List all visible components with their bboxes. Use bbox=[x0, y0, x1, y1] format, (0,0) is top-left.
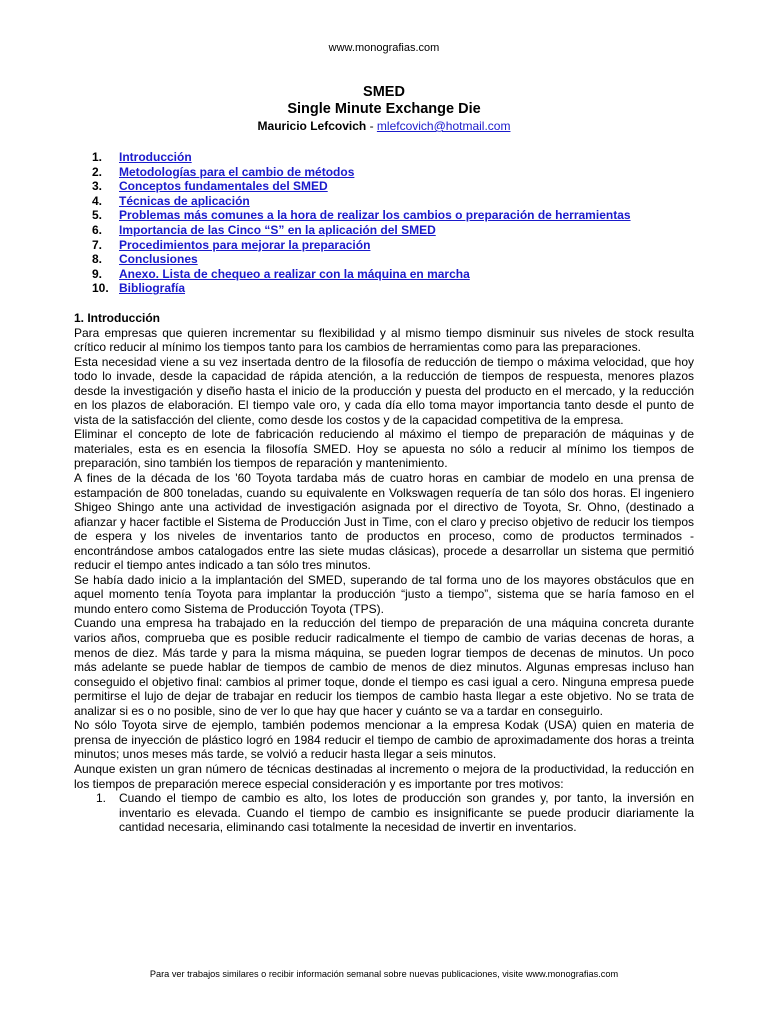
paragraph: A fines de la década de los '60 Toyota tardaba más de cuatro horas en cambiar de modelo en una prensa de estampación de 800 toneladas, cuando su equivalente en Volkswagen requería de tan sólo dos horas. El ingeniero Shigeo Shingo ante una actividad de investigación asignada por el directivo de Toyota, Sr. Ohno, (destinado a afianzar y hacer factible el Sistema de Producción Just in Time, con el claro y preciso objetivo de reducir los tiempos de espera y los niveles de inventarios tanto de productos en proceso, como de productos terminados -encontrándose ambos catalogados entre las siete mudas clásicas), procede a desarrollar un sistema que permitió reducir el tiempo antes indicado a tan sólo tres minutos. bbox=[74, 471, 694, 573]
paragraph: Esta necesidad viene a su vez insertada dentro de la filosofía de reducción de tiempo o máxima velocidad, que hoy todo lo invade, desde la capacidad de rápida atención, a la reducción de tiempos de respuesta, menores plazos desde la investigación y diseño hasta el inicio de la producción y puesta del producto en el mercado, y la reducción en los plazos de elaboración. El tiempo vale oro, y cada día ello toma mayor importancia tanto desde el punto de vista de la satisfacción del cliente, como desde los costos y de la capacidad competitiva de la empresa. bbox=[74, 354, 694, 427]
toc-item-number: 6. bbox=[92, 222, 103, 237]
toc-item-introduccion bbox=[92, 150, 631, 165]
paragraph: Cuando una empresa ha trabajado en la reducción del tiempo de preparación de una máquina concreta durante varios años, comprueba que es posible reducir radicalmente el tiempo de cambio de varias decenas de horas, a menos de diez. Más tarde y para la misma máquina, se pueden lograr tiempos de decenas de minutos. Un poco más adelante se puede hablar de tiempos de cambio de menos de diez minutos. Algunas empresas incluso han conseguido el objetivo final: cambios al primer toque, donde el tiempo es casi igual a cero. Ninguna empresa puede permitirse el lujo de dejar de trabajar en reducir los tiempos de cambio hasta llegar a este objetivo. No se trata de analizar si es o no posible, sino de ver lo que hay que hacer y cuánto se va a tardar en conseguirlo. bbox=[74, 616, 694, 718]
motives-list bbox=[74, 791, 694, 835]
toc-link[interactable]: Introducción bbox=[119, 150, 192, 164]
toc-link[interactable]: Metodologías para el cambio de métodos bbox=[119, 164, 355, 179]
section-heading: 1. Introducción bbox=[74, 311, 161, 325]
toc-item-number: 4. bbox=[92, 193, 103, 208]
section-introduccion bbox=[74, 311, 694, 835]
author-name: Mauricio Lefcovich bbox=[257, 119, 367, 133]
toc-link[interactable]: Técnicas de aplicación bbox=[119, 193, 250, 208]
toc-item-conclusiones bbox=[92, 252, 631, 267]
toc-item-anexo bbox=[92, 267, 631, 282]
paragraph: Se había dado inicio a la implantación del SMED, superando de tal forma uno de los mayores obstáculos que en aquel momento tenía Toyota para implantar la producción “justo a tiempo”, sistema que se haría famoso en el mundo entero como Sistema de Producción Toyota (TPS). bbox=[74, 572, 694, 616]
author-email-link[interactable]: mlefcovich@hotmail.com bbox=[376, 119, 511, 133]
toc-item-number: 7. bbox=[92, 237, 103, 252]
toc-item-number: 9. bbox=[92, 266, 103, 281]
paragraph: Aunque existen un gran número de técnicas destinadas al incremento o mejora de la productividad, la reducción en los tiempos de preparación merece especial consideración y es importante por tres motivos: bbox=[74, 761, 694, 791]
toc-item-cinco-s bbox=[92, 223, 631, 238]
toc-link[interactable]: Conclusiones bbox=[119, 252, 198, 267]
list-item bbox=[74, 791, 694, 835]
document-subtitle: Single Minute Exchange Die bbox=[287, 101, 481, 117]
author-line bbox=[0, 118, 768, 135]
footer-note: Para ver trabajos similares o recibir información semanal sobre nuevas publicaciones, visite www.monografias.com bbox=[149, 969, 619, 979]
list-item-text: Cuando el tiempo de cambio es alto, los lotes de producción son grandes y, por tanto, la inversión en inventario es elevada. Cuando el tiempo de cambio es insignificante se puede producir diariamente la cantidad necesaria, eliminando casi totalmente la necesidad de invertir en inventarios. bbox=[119, 791, 694, 835]
paragraph: Eliminar el concepto de lote de fabricación reduciendo al máximo el tiempo de preparación de máquinas y de materiales, esta es en esencia la filosofía SMED. Hoy se apuesta no sólo a reducir al mínimo los tiempos de preparación, sino también los tiempos de reparación y mantenimiento. bbox=[74, 427, 694, 471]
toc-item-number: 1. bbox=[92, 150, 103, 164]
toc-item-procedimientos bbox=[92, 238, 631, 253]
toc-link[interactable]: Bibliografía bbox=[119, 281, 186, 296]
toc-item-number: 3. bbox=[92, 179, 103, 194]
toc-item-number: 5. bbox=[92, 208, 103, 223]
toc-item-number: 2. bbox=[92, 164, 103, 179]
toc-link[interactable]: Problemas más comunes a la hora de realizar los cambios o preparación de herramientas bbox=[119, 208, 631, 223]
paragraph: No sólo Toyota sirve de ejemplo, también podemos mencionar a la empresa Kodak (USA) quien en materia de prensa de inyección de plástico logró en 1984 reducir el tiempo de cambio de aproximadamente dos horas a treinta minutos; unos meses más tarde, se volvió a reducir hasta llegar a seis minutos. bbox=[74, 718, 694, 762]
table-of-contents bbox=[92, 150, 631, 296]
list-item-number: 1. bbox=[96, 791, 107, 806]
header-url: www.monografias.com bbox=[328, 42, 440, 54]
toc-item-number: 8. bbox=[92, 252, 103, 267]
toc-item-bibliografia bbox=[92, 281, 631, 296]
toc-link[interactable]: Importancia de las Cinco “S” en la aplicación del SMED bbox=[119, 222, 436, 237]
toc-item-problemas bbox=[92, 208, 631, 223]
author-separator: - bbox=[366, 119, 377, 133]
toc-link[interactable]: Anexo. Lista de chequeo a realizar con la máquina en marcha bbox=[119, 266, 470, 281]
paragraph: Para empresas que quieren incrementar su flexibilidad y al mismo tiempo disminuir sus niveles de stock resulta crítico reducir al mínimo los tiempos tanto para los cambios de herramientas como para las preparaciones. bbox=[74, 325, 694, 355]
toc-link[interactable]: Conceptos fundamentales del SMED bbox=[119, 179, 328, 194]
toc-item-tecnicas bbox=[92, 194, 631, 209]
title-block bbox=[0, 84, 768, 135]
toc-item-metodologias bbox=[92, 165, 631, 180]
toc-link[interactable]: Procedimientos para mejorar la preparación bbox=[119, 237, 371, 252]
document-title: SMED bbox=[363, 84, 405, 100]
toc-item-conceptos bbox=[92, 179, 631, 194]
toc-item-number: 10. bbox=[92, 281, 109, 296]
